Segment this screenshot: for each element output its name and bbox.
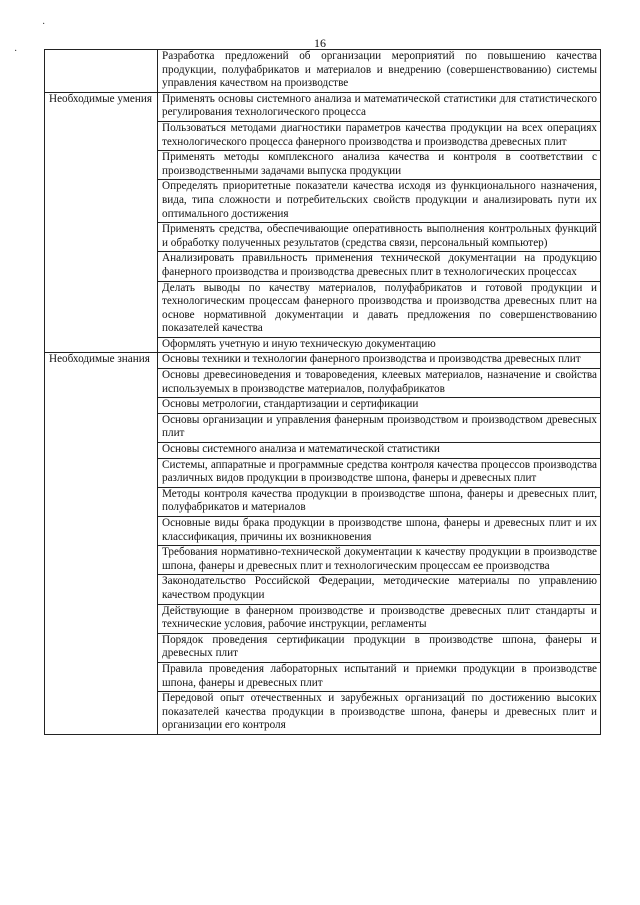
requirement-item: Применять основы системного анализа и математической статистики для статистического регулирования технологического процесса	[158, 92, 601, 121]
table-row	[45, 353, 601, 369]
requirement-item: Действующие в фанерном производстве и производстве древесных плит стандарты и технические условия, рабочие инструкции, регламенты	[158, 604, 601, 633]
requirement-item: Порядок проведения сертификации продукции в производстве шпона, фанеры и древесных плит	[158, 633, 601, 662]
requirement-item: Основные виды брака продукции в производстве шпона, фанеры и древесных плит и их классификация, причины их возникновения	[158, 517, 601, 546]
table-row	[45, 92, 601, 121]
requirement-item: Основы организации и управления фанерным производством и производством древесных плит	[158, 413, 601, 442]
requirement-item: Передовой опыт отечественных и зарубежных организаций по достижению высоких показателей качества продукции в производстве шпона, фанеры и древесных плит и организации его контроля	[158, 692, 601, 735]
requirement-item: Основы системного анализа и математической статистики	[158, 443, 601, 459]
requirement-item: Правила проведения лабораторных испытаний и приемки продукции в производстве шпона, фанеры и древесных плит	[158, 662, 601, 691]
requirement-item: Применять средства, обеспечивающие оперативность выполнения контрольных функций и обработку полученных результатов (средства связи, персональный компьютер)	[158, 223, 601, 252]
requirement-item: Определять приоритетные показатели качества исходя из функционального назначения, вида, типа сложности и потребительских свойств продукции и анализировать пути их оптимального достижения	[158, 180, 601, 223]
requirement-item: Делать выводы по качеству материалов, полуфабрикатов и готовой продукции и технологическим процессам фанерного производства и производства древесных плит на основе нормативной документации и давать предложения по совершенствованию показателей качества	[158, 281, 601, 337]
requirement-item: Системы, аппаратные и программные средства контроля качества процессов производства различных видов продукции в производстве шпона, фанеры и древесных плит	[158, 458, 601, 487]
requirement-item: Оформлять учетную и иную техническую документацию	[158, 337, 601, 353]
section-label: Необходимые знания	[45, 353, 158, 734]
requirements-table	[44, 49, 601, 735]
requirement-item: Требования нормативно-технической документации к качеству продукции в производстве шпона, фанеры и древесных плит и технологическим процессам ее производства	[158, 546, 601, 575]
page-number: 16	[314, 36, 326, 50]
scan-speck: ·	[42, 19, 46, 30]
section-label: Необходимые умения	[45, 92, 158, 353]
requirement-item: Пользоваться методами диагностики параметров качества продукции на всех операциях технологического процесса фанерного производства и производства древесных плит	[158, 121, 601, 150]
section-label	[45, 50, 158, 93]
table-body	[45, 50, 601, 735]
requirement-item: Применять методы комплексного анализа качества и контроля в соответствии с производственными задачами выпуска продукции	[158, 151, 601, 180]
requirement-item: Законодательство Российской Федерации, методические материалы по управлению качеством продукции	[158, 575, 601, 604]
requirement-item: Основы метрологии, стандартизации и сертификации	[158, 398, 601, 414]
table-row	[45, 50, 601, 93]
requirement-item: Разработка предложений об организации мероприятий по повышению качества продукции, полуфабрикатов и материалов и внедрению (совершенствованию) системы управления качеством на производстве	[158, 50, 601, 93]
requirement-item: Основы техники и технологии фанерного производства и производства древесных плит	[158, 353, 601, 369]
requirement-item: Анализировать правильность применения технической документации на продукцию фанерного производства и производства древесных плит в технологических процессах	[158, 252, 601, 281]
requirement-item: Основы древесиноведения и товароведения, клеевых материалов, назначение и свойства используемых в производстве материалов, полуфабрикатов	[158, 369, 601, 398]
requirement-item: Методы контроля качества продукции в производстве шпона, фанеры и древесных плит, полуфабрикатов и материалов	[158, 487, 601, 516]
scan-speck: ·	[14, 46, 18, 57]
